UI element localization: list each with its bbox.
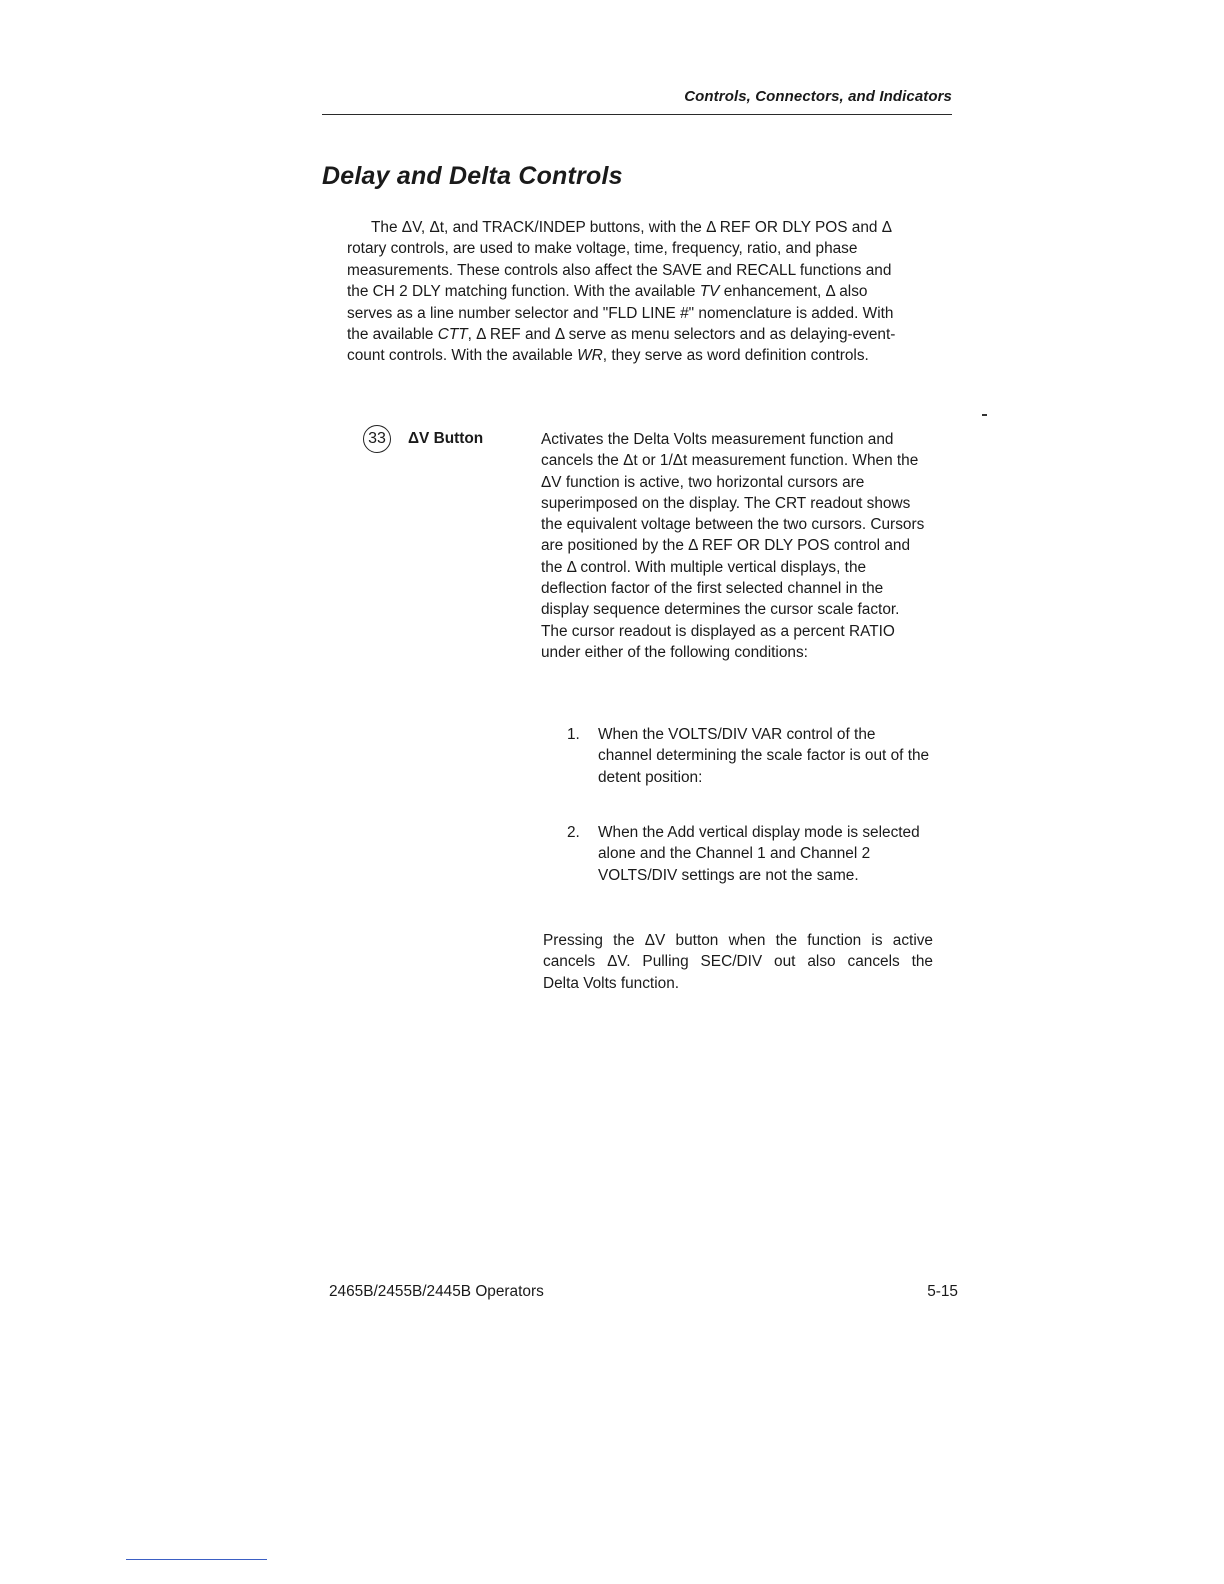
description-line: deflection factor of the first selected channel in the [541,580,884,598]
intro-text: , Δ REF and Δ serve as menu selectors and as delaying-event- [467,326,896,344]
description-line: are positioned by the Δ REF OR DLY POS control and [541,537,911,555]
section-title: Delay and Delta Controls [322,162,623,190]
description-line: the equivalent voltage between the two cursors. Cursors [541,516,925,534]
condition-number: 1. [567,726,580,743]
condition-item [567,724,957,788]
closing-paragraph [543,930,933,994]
closing-line: Delta Volts function. [543,974,680,992]
description-line: Activates the Delta Volts measurement function and [541,431,894,448]
condition-line: When the VOLTS/DIV VAR control of the [598,726,876,743]
description-line: The cursor readout is displayed as a percent RATIO [541,622,895,640]
control-label: ΔV Button [408,430,484,447]
ctt-term: CTT [437,326,468,344]
description-line: superimposed on the display. The CRT readout shows [541,494,911,512]
intro-paragraph [347,217,947,367]
footer-page-number: 5-15 [927,1283,958,1300]
condition-number: 2. [567,824,580,841]
header-rule [322,114,952,115]
closing-line: cancels ΔV. Pulling SEC/DIV out also cancels the [543,953,933,971]
intro-text: enhancement, Δ also [719,283,868,301]
condition-line: When the Add vertical display mode is selected [598,824,920,841]
running-header: Controls, Connectors, and Indicators [684,88,952,105]
description-line: under either of the following conditions: [541,643,808,661]
callout-number: 33 [363,425,391,453]
description-line: ΔV function is active, two horizontal cursors are [541,473,865,491]
intro-line: The ΔV, Δt, and TRACK/INDEP buttons, with the Δ REF OR DLY POS and Δ [371,219,893,236]
intro-line: serves as a line number selector and "FLD LINE #" nomenclature is added. With [347,304,894,322]
scan-speck [982,414,987,416]
intro-text: the available [347,326,438,344]
description-line: display sequence determines the cursor scale factor. [541,601,900,619]
intro-line: rotary controls, are used to make voltage, time, frequency, ratio, and phase [347,240,858,258]
intro-line: measurements. These controls also affect the SAVE and RECALL functions and [347,261,892,279]
control-description [541,429,956,663]
condition-line: alone and the Channel 1 and Channel 2 [598,845,871,863]
intro-line [347,324,947,345]
condition-text [598,724,957,788]
intro-line [347,281,947,302]
intro-text: count controls. With the available [347,347,578,365]
tv-enhancement-term: TV [699,283,720,301]
intro-line [347,345,947,366]
condition-item [567,822,957,886]
footer-manual-title: 2465B/2455B/2445B Operators [329,1283,544,1300]
condition-line: detent position: [598,768,703,786]
intro-text: , they serve as word definition controls. [602,347,869,365]
intro-text: the CH 2 DLY matching function. With the available [347,283,700,301]
condition-text [598,822,957,886]
condition-line: channel determining the scale factor is out of the [598,747,930,765]
bottom-rule [126,1559,267,1560]
condition-line: VOLTS/DIV settings are not the same. [598,866,859,884]
wr-term: WR [577,347,603,365]
description-line: cancels the Δt or 1/Δt measurement function. When the [541,452,919,470]
closing-line: Pressing the ΔV button when the function is active [543,932,933,949]
description-line: the Δ control. With multiple vertical displays, the [541,558,867,576]
